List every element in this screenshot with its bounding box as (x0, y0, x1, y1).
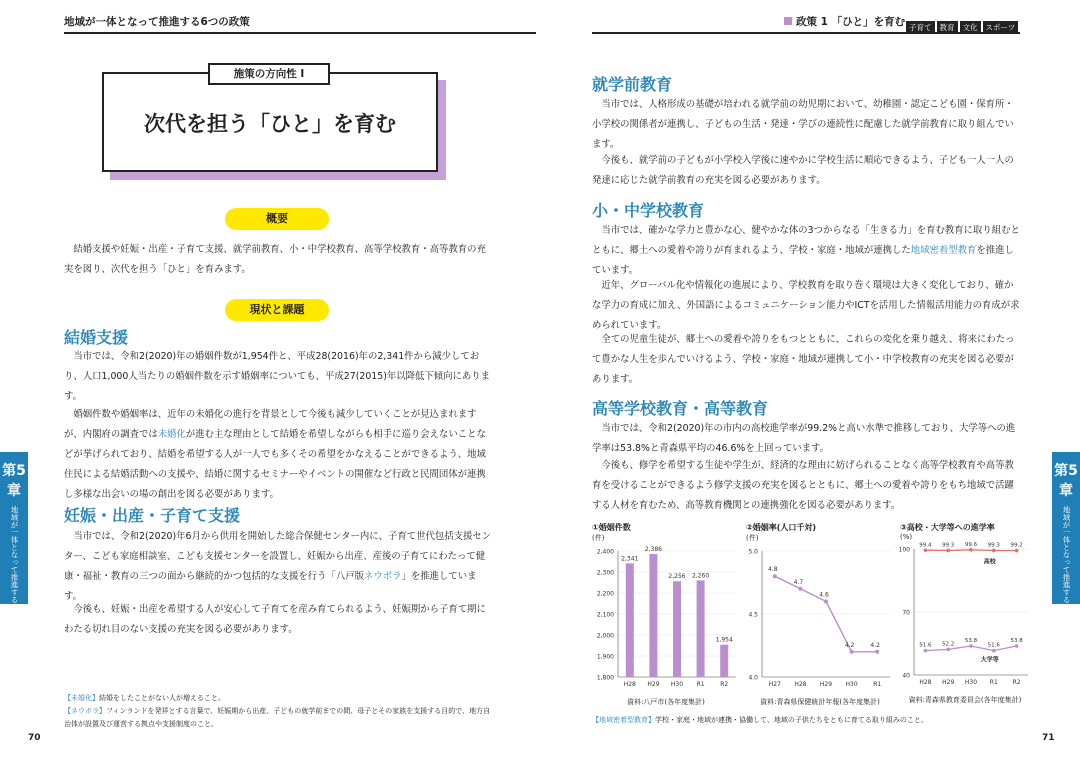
tag-culture: 文化 (960, 21, 981, 34)
chart1-svg (592, 543, 740, 693)
note-mikonka: 【未婚化】結婚をしたことがない人が増えること。 (64, 694, 225, 702)
chart3-title: ③高校・大学等への進学率 (900, 523, 995, 532)
term-mikonka: 未婚化 (157, 429, 186, 440)
chart1-bar (697, 580, 705, 677)
chart1-ytick: 1,800 (596, 674, 614, 682)
left-header: 地域が一体となって推進する6つの政策 (64, 16, 250, 28)
term-chiiki: 地域密着型教育 (910, 245, 977, 256)
chart-marriages (592, 522, 740, 714)
chart3-ytick: 70 (902, 609, 910, 617)
chart2-xtick: H29 (819, 681, 833, 688)
chart3-point (1015, 644, 1019, 648)
chart2-xtick: R1 (873, 681, 882, 688)
chart3-ylabel: (%) (900, 533, 913, 541)
chart3-ytick: 40 (902, 672, 910, 680)
chart1-ytick: 2,200 (596, 590, 614, 598)
chart1-bar (626, 563, 634, 677)
chart-marriage-rate (746, 522, 894, 714)
chart2-ytick: 4.0 (748, 674, 758, 682)
childcare-p1: 当市では、令和2(2020)年6月から供用を開始した総合保健センター内に、子育て世代包括支援センター、こども家庭相談室、こども支援センターを設置し、妊娠から出産、産後の子育てにわたって健康・福祉・教育の三つの面から継続的かつ包括的な支援を行う「八戸版ネウボラ」を推進しています。 (64, 531, 492, 602)
chart3-data-label: 99.2 (1010, 542, 1023, 549)
chart2-ytick: 5.0 (748, 548, 758, 556)
chart-advancement-rate (900, 522, 1030, 714)
left-side-tab: 第5章 地域が一体となって推進する6つの政策 (0, 452, 28, 604)
chart3-data-label: 99.6 (964, 541, 978, 548)
higher-p1: 当市では、令和2(2020)年の市内の高校進学率が99.2%と高い水準で推移しており、大学等への進学率は53.8%と青森県平均の46.6%を上回っています。 (592, 423, 1016, 454)
right-header-rule (592, 32, 1020, 34)
chart1-ytick: 1,900 (596, 653, 614, 661)
tag-education: 教育 (937, 21, 958, 34)
chart3-point (992, 549, 996, 553)
overview-heading: 概要 (225, 208, 329, 230)
chart1-bar (673, 581, 681, 677)
chart2-ytick: 4.5 (748, 611, 758, 619)
chart1-ytick: 2,400 (596, 548, 614, 556)
chart2-data-label: 4.7 (793, 578, 804, 586)
chart2-point (875, 650, 879, 654)
chart2-data-label: 4.2 (844, 641, 855, 649)
chart3-svg (900, 541, 1030, 691)
chart3-xtick: H30 (964, 679, 978, 686)
chart2-source: 資料:青森県保健統計年報(各年度集計) (760, 698, 880, 706)
header-square-icon (784, 17, 792, 25)
chart3-point (946, 549, 950, 553)
chart3-data-label: 53.8 (1010, 638, 1023, 645)
chart2-title: ②婚姻率(人口千対) (746, 523, 817, 532)
chart3-series-label: 大学等 (980, 656, 999, 664)
chart3-point (924, 649, 928, 653)
chart1-data-label: 2,260 (692, 572, 710, 580)
chart1-ytick: 2,000 (596, 632, 614, 640)
left-notes (64, 692, 494, 731)
higher-p2: 今後も、修学を希望する生徒や学生が、経済的な理由に妨げられることなく高等学校教育や高等教育を受けることができるよう修学支援の充実を図るとともに、郷土への愛着や誇りをもち地域で活躍する人材を育むため、高等教育機関との連携強化を図る必要があります。 (592, 460, 1014, 511)
childcare-p2: 今後も、妊娠・出産を希望する人が安心して子育てを産み育てられるよう、妊娠期から子育て期にわたる切れ目のない支援の充実を図る必要があります。 (64, 604, 486, 635)
tag-sports: スポーツ (983, 21, 1019, 34)
left-page-number: 70 (28, 733, 41, 743)
right-page-number: 71 (1042, 733, 1055, 743)
chart1-ytick: 2,300 (596, 569, 614, 577)
chart2-point (824, 599, 828, 603)
preschool-p2: 今後も、就学前の子どもが小学校入学後に速やかに学校生活に順応できるよう、子ども一人一人の発達に応じた就学前教育の充実を図る必要があります。 (592, 155, 1014, 186)
chart3-series-label: 高校 (983, 558, 996, 566)
chart2-xtick: H28 (794, 681, 807, 688)
chart1-bar (649, 554, 657, 677)
chart1-bar (720, 645, 728, 677)
school-p2: 近年、グローバル化や情報化の進展により、学校教育を取り巻く環境は大きく変化しており、確かな学力の育成に加え、外国語によるコミュニケーション能力やICTを活用した情報活用能力の育成が求められています。 (592, 280, 1020, 331)
preschool-title: 就学前教育 (592, 75, 673, 94)
chart3-ytick: 100 (898, 546, 910, 554)
chart3-xtick: R1 (989, 679, 998, 686)
left-header-rule (64, 32, 536, 34)
note-neuvola: 【ネウボラ】フィンランドを発祥とする言葉で、妊娠期から出産、子どもの就学前までの間、母子とその家族を支援する目的で、地方自治体が設置及び運営する拠点や支援制度のこと。 (64, 707, 491, 728)
school-title: 小・中学校教育 (592, 201, 705, 220)
chart3-point (924, 548, 928, 552)
chart3-data-label: 51.6 (919, 642, 932, 649)
chart2-point (773, 574, 777, 578)
chart2-point (850, 650, 854, 654)
policy-label: 施策の方向性 Ⅰ (208, 63, 330, 85)
chart2-ylabel: (件) (746, 534, 759, 542)
right-header: 政策 1 「ひと」を育む (796, 16, 906, 28)
marriage-p1: 当市では、令和2(2020)年の婚姻件数が1,954件と、平成28(2016)年の2,341件から減少しており、人口1,000人当たりの婚姻件数を示す婚姻率についても、平成27(2015)年以降低下傾向にあります。 (64, 351, 491, 402)
chart1-data-label: 2,256 (668, 573, 686, 581)
chart3-data-label: 51.6 (987, 642, 1000, 649)
chart3-point (992, 649, 996, 653)
chart3-point (969, 644, 973, 648)
chart1-data-label: 2,341 (621, 555, 639, 563)
chart1-xtick: H30 (670, 681, 684, 688)
chart3-data-label: 99.3 (942, 542, 955, 549)
chart3-point (946, 648, 950, 652)
school-p3: 全ての児童生徒が、郷土への愛着や誇りをもつとともに、これらの変化を乗り越え、将来にわたって豊かな人生を歩んでいけるよう、学校・家庭・地域が連携して小・中学校教育の充実を図る必要があります。 (592, 334, 1015, 385)
chart3-point (969, 548, 973, 552)
chart2-data-label: 4.2 (870, 641, 880, 649)
overview-text: 結婚支援や妊娠・出産・子育て支援、就学前教育、小・中学校教育、高等学校教育・高等教育の充実を図り、次代を担う「ひと」を育みます。 (64, 244, 486, 275)
chart1-xtick: H28 (623, 681, 636, 688)
chart2-point (798, 587, 802, 591)
chart2-data-label: 4.8 (768, 566, 778, 574)
marriage-title: 結婚支援 (64, 328, 129, 347)
marriage-p2: 婚姻件数や婚姻率は、近年の未婚化の進行を背景として今後も減少していくことが見込まれますが、内閣府の調査では未婚化が進む主な理由として結婚を希望しながらも相手に巡り会えないことなどが挙げられており、結婚を希望する人が一人でも多くその希望をかなえることができるよう、地域住民による結婚活動への支援や、結婚に関するセミナーやイベントの開催など行政と民間団体が連携し多様な出会いの場の創出を図る必要があります。 (64, 409, 486, 500)
chart1-ytick: 2,100 (596, 611, 614, 619)
chart2-xtick: H30 (845, 681, 858, 688)
chart3-data-label: 53.8 (964, 638, 978, 645)
chart1-data-label: 1,954 (715, 636, 733, 644)
right-note: 【地域密着型教育】学校・家庭・地域が連携・協働して、地域の子供たちをともに育てる取り組みのこと。 (592, 716, 928, 724)
chart1-xtick: R2 (720, 681, 729, 688)
chart1-title: ①婚姻件数 (592, 523, 631, 532)
chart3-data-label: 52.2 (942, 641, 955, 648)
chart2-xtick: H27 (768, 681, 781, 688)
chart3-point (1015, 549, 1019, 553)
status-heading: 現状と課題 (225, 299, 329, 321)
chart1-data-label: 2,386 (644, 545, 662, 553)
chart3-data-label: 99.3 (987, 542, 1000, 549)
policy-box (102, 72, 438, 172)
chart1-xtick: H29 (647, 681, 660, 688)
chart1-xtick: R1 (696, 681, 705, 688)
preschool-p1: 当市では、人格形成の基礎が培われる就学前の幼児期において、幼稚園・認定こども園・保育所・小学校の関係者が連携し、子どもの生活・発達・学びの連続性に配慮した就学前教育に取り組んでいます。 (592, 99, 1014, 150)
chart3-xtick: H29 (942, 679, 955, 686)
higher-title: 高等学校教育・高等教育 (592, 399, 769, 418)
chart3-xtick: R2 (1012, 679, 1021, 686)
policy-title: 次代を担う「ひと」を育む (144, 112, 396, 136)
chart3-xtick: H28 (919, 679, 932, 686)
chart3-data-label: 99.4 (919, 542, 932, 549)
childcare-title: 妊娠・出産・子育て支援 (64, 506, 241, 525)
right-side-tab: 第5章 地域が一体となって推進する6つの政策 (1052, 452, 1080, 604)
school-p1: 当市では、確かな学力と豊かな心、健やかな体の3つからなる「生きる力」を育む教育に取り組むとともに、郷土への愛着や誇りが育まれるよう、学校・家庭・地域が連携した地域密着型教育を推進しています。 (592, 225, 1020, 276)
chart1-source: 資料:八戸市(各年度集計) (627, 698, 705, 706)
chart1-ylabel: (件) (592, 534, 605, 542)
chart2-data-label: 4.6 (819, 591, 829, 599)
chart2-svg (746, 543, 894, 693)
term-neuvola: ネウボラ (364, 571, 402, 582)
tag-childcare: 子育て (906, 21, 935, 34)
chart3-source: 資料:青森県教育委員会(各年度集計) (908, 696, 1022, 704)
